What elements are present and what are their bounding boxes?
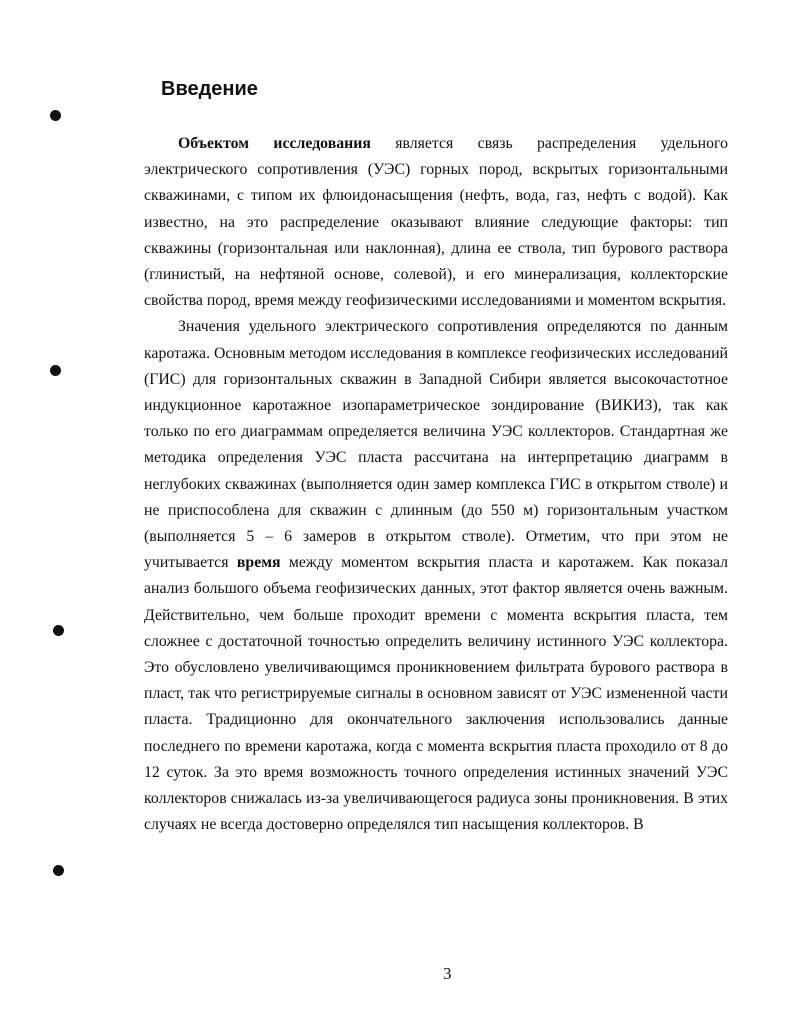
binding-hole-mark xyxy=(53,865,64,876)
binding-hole-mark xyxy=(50,110,61,121)
paragraph-1 xyxy=(144,131,728,314)
bold-term: время xyxy=(236,554,281,572)
binding-hole-mark xyxy=(50,365,61,376)
section-heading: Введение xyxy=(161,78,258,100)
paragraph-text: Значения удельного электрического сопротивления определяются по данным каротажа. Основным методом исследования в комплексе геофизических исследований (ГИС) для горизонтальных скважин в Западной Сибири является высокочастотное индукционное каротажное изопараметрическое зондирование (ВИКИЗ), так как только по его диаграммам определяется величина УЭС коллекторов. Стандартная же методика определения УЭС пласта рассчитана на интерпретацию диаграмм в неглубоких скважинах (выполняется один замер комплекса ГИС в открытом стволе) и не приспособлена для скважин с длинным (до 550 м) горизонтальным участком (выполняется 5 – 6 замеров в открытом стволе). Отметим, что при этом не учитывается xyxy=(144,318,728,572)
bold-term: Объектом исследования xyxy=(178,135,371,152)
page-number: 3 xyxy=(443,964,452,983)
paragraph-text: является связь распределения удельного электрического сопротивления (УЭС) горных пород, вскрытых горизонтальными скважинами, с типом их флюидонасыщения (нефть, вода, газ, нефть с водой). Как известно, на это распределение оказывают влияние следующие факторы: тип скважины (горизонтальная или наклонная), длина ее ствола, тип бурового раствора (глинистый, на нефтяной основе, солевой), и его минерализация, коллекторские свойства пород, время между геофизическими исследованиями и моментом вскрытия. xyxy=(144,135,728,310)
paragraph-text: между моментом вскрытия пласта и каротажем. Как показал анализ большого объема геофизических данных, этот фактор является очень важным. Действительно, чем больше проходит времени с момента вскрытия пласта, тем сложнее с достаточной точностью определить величину истинного УЭС коллектора. Это обусловлено увеличивающимся проникновением фильтрата бурового раствора в пласт, так что регистрируемые сигналы в основном зависят от УЭС измененной части пласта. Традиционно для окончательного заключения использовались данные последнего по времени каротажа, когда с момента вскрытия пласта проходило от 8 до 12 суток. За это время возможность точного определения истинных значений УЭС коллекторов снижалась из-за увеличивающегося радиуса зоны проникновения. В этих случаях не всегда достоверно определялся тип насыщения коллекторов. В xyxy=(144,554,728,834)
binding-hole-mark xyxy=(53,625,64,636)
body-text xyxy=(144,131,728,838)
paragraph-2 xyxy=(144,314,728,838)
